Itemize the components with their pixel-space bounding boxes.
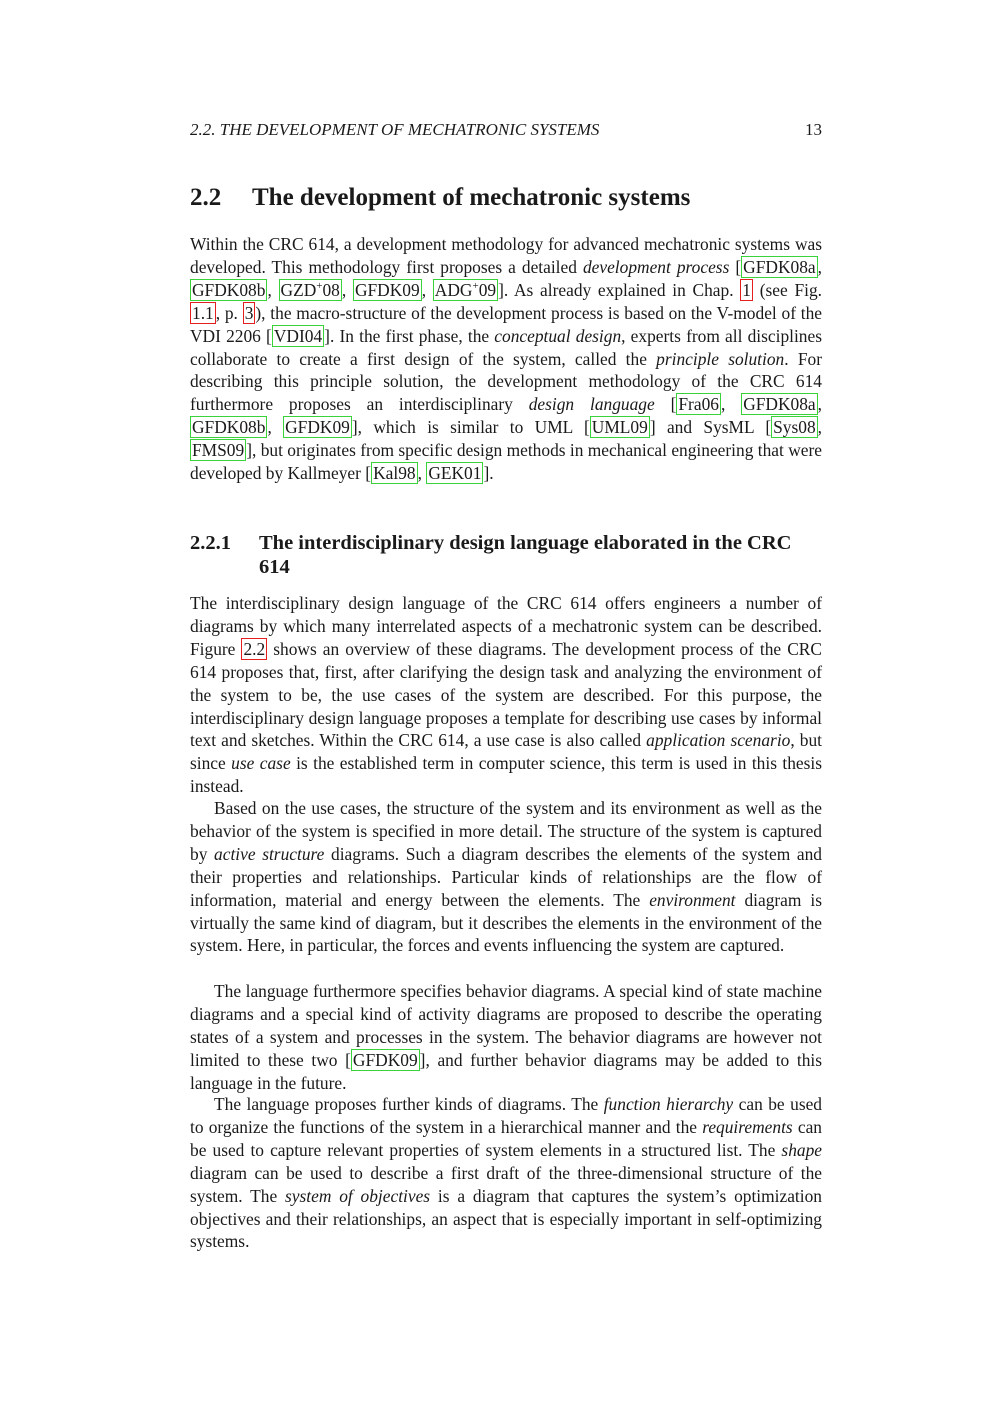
reference-link[interactable]: 3 bbox=[244, 302, 254, 323]
subsection-number: 2.2.1 bbox=[190, 532, 231, 554]
emphasis: conceptual design bbox=[494, 325, 622, 346]
text: is the established term in computer science, this term is used in this thesis instead. bbox=[190, 753, 822, 797]
emphasis: shape bbox=[781, 1139, 822, 1160]
emphasis: application scenario bbox=[646, 730, 791, 751]
text: , and further behavior diagrams may be added to this language in the future. bbox=[190, 1049, 822, 1093]
text: . In the first phase, the bbox=[329, 325, 495, 346]
citation-link[interactable]: GFDK09 bbox=[354, 279, 420, 300]
section-heading bbox=[190, 184, 830, 212]
emphasis: function hierarchy bbox=[603, 1094, 734, 1114]
text: diagram can be used to describe a first draft of the three-dimensional structure of the system. The bbox=[190, 1162, 822, 1206]
paragraph-intro: Within the CRC 614, a development methodology for advanced mechatronic systems was developed. This methodology first proposes a detailed development process [ GFDK08a , GFDK08b , GZD+08 , GFDK09 , ADG+09 ]. As already explained in Chap. 1 (see Fig. 1.1 , p. 3 ), the macro-structure of the development process is based on the V-model of the VDI 2206 [ VDI04 ]. In the first phase, the conceptual design, experts from all disciplines collaborate to create a first design of the system, called the principle solution. For describing this principle solution, the development methodology of the CRC 614 furthermore proposes an interdisciplinary design language [ Fra06 , GFDK08a , GFDK08b , GFDK09 ], which is similar to UML [ UML09 ] and SysML [ Sys08 , FMS09 ], but originates from specific design methods in mechanical engineering that were developed by Kallmeyer [ Kal98 , GEK01 ]. bbox=[190, 234, 823, 484]
section-title: The development of mechatronic systems bbox=[252, 184, 691, 211]
text: is a diagram that captures the system’s optimization objectives and their relationships, an aspect that is especially important in self-optimizing systems. bbox=[190, 1185, 822, 1252]
text: . bbox=[489, 463, 494, 484]
text: diagram is virtually the same kind of diagram, but it describes the elements in the environment of the system. Here, in particular, the forces and events influencing the system are captured. bbox=[190, 889, 822, 956]
text bbox=[655, 394, 671, 414]
text: , but originates from specific design methods in mechanical engineering that were developed by Kallmeyer bbox=[190, 440, 822, 484]
citation-link[interactable]: GZD+08 bbox=[280, 279, 340, 300]
text: can be used to organize the functions of the system in a hierarchical manner and the bbox=[190, 1094, 822, 1137]
text: shows an overview of these diagrams. The development process of the CRC 614 proposes that, first, after clarifying the design task and analyzing the environment of the system to be, the use cases of the system are described. For this purpose, the interdisciplinary design language proposes a template for describing use cases by informal text and sketches. Within the CRC 614, a use case is also called bbox=[190, 638, 822, 751]
citation-link[interactable]: UML09 bbox=[591, 417, 648, 438]
subsection-heading bbox=[190, 531, 822, 579]
text: The language proposes further kinds of diagrams. The bbox=[214, 1094, 604, 1114]
emphasis: active structure bbox=[214, 843, 325, 864]
citation-link[interactable]: VDI04 bbox=[273, 325, 323, 346]
text: , which is similar to UML bbox=[357, 417, 584, 438]
citation-link[interactable]: GFDK09 bbox=[285, 417, 350, 438]
citation-link[interactable]: GFDK08b bbox=[192, 279, 266, 300]
text bbox=[729, 257, 735, 277]
text: . As already explained in Chap. bbox=[503, 279, 741, 300]
citation-link[interactable]: ADG+09 bbox=[434, 279, 497, 300]
text: and SysML bbox=[655, 417, 766, 438]
text: Based on the use cases, the structure of the system and its environment as well as the behavior of the system is specified in more detail. The structure of the system is captured by bbox=[190, 798, 822, 864]
reference-link[interactable]: 1.1 bbox=[192, 302, 214, 323]
running-title: 2.2. THE DEVELOPMENT OF MECHATRONIC SYSTEMS bbox=[190, 120, 600, 139]
citation-link[interactable]: GEK01 bbox=[428, 463, 482, 484]
section-number: 2.2 bbox=[190, 184, 222, 211]
emphasis: environment bbox=[649, 889, 736, 910]
paragraph-further-diagrams bbox=[190, 1093, 822, 1253]
citation-link[interactable]: GFDK08a bbox=[743, 256, 816, 277]
citation-link[interactable]: Sys08 bbox=[773, 417, 816, 438]
citation-link[interactable]: Kal98 bbox=[373, 463, 416, 484]
citation-link[interactable]: FMS09 bbox=[192, 440, 245, 461]
citation-link[interactable]: Fra06 bbox=[678, 394, 719, 415]
text: , experts from all disciplines collaborate to create a first design of the system, called the bbox=[190, 325, 822, 369]
paragraph-behavior: The language furthermore specifies behavior diagrams. A special kind of state machine diagrams and a special kind of activity diagrams are proposed to describe the operating states of a system and processes in the system. The behavior diagrams are however not limited to these two [ GFDK09 ], and further behavior diagrams may be added to this language in the future. bbox=[190, 981, 822, 1093]
text: can be used to capture relevant properties of system elements in a structured list. The bbox=[190, 1116, 822, 1160]
text: The interdisciplinary design language of the CRC 614 offers engineers a number of diagrams by which many interrelated aspects of a mechatronic system can be described. Figure bbox=[190, 593, 822, 659]
paragraph-structure bbox=[190, 797, 822, 957]
emphasis: use case bbox=[231, 753, 291, 774]
page-number: 13 bbox=[805, 120, 822, 139]
text: The language furthermore specifies behavior diagrams. A special kind of state machine diagrams and a special kind of activity diagrams are proposed to describe the operating states of a system and processes in the system. The behavior diagrams are however not limited to these two bbox=[190, 981, 822, 1070]
emphasis: design language bbox=[528, 394, 655, 415]
emphasis: development process bbox=[582, 256, 730, 277]
emphasis: requirements bbox=[702, 1116, 793, 1137]
subsection-title: The interdisciplinary design language elaborated in the CRC 614 bbox=[259, 532, 792, 578]
text: Within the CRC 614, a development methodology for advanced mechatronic systems was developed. This methodology first proposes a detailed bbox=[190, 234, 822, 277]
text: . For describing this principle solution, the development methodology of the CRC 614 furthermore proposes an interdisciplinary bbox=[190, 348, 822, 415]
running-header bbox=[190, 120, 822, 140]
citation-link[interactable]: GFDK08a bbox=[743, 394, 816, 415]
emphasis: principle solution bbox=[656, 348, 785, 369]
text: diagrams. Such a diagram describes the elements of the system and their properties and relationships. Particular kinds of relationships are the flow of information, material and energy between the elements. The bbox=[190, 843, 823, 910]
emphasis: system of objectives bbox=[285, 1185, 431, 1206]
figure-reference-link[interactable]: 2.2 bbox=[243, 638, 266, 659]
text: (see Fig. bbox=[753, 279, 822, 300]
text: , but since bbox=[190, 730, 822, 774]
text: , p. bbox=[215, 302, 243, 323]
citation-link[interactable]: GFDK08b bbox=[192, 417, 266, 438]
text: ), the macro-structure of the development process is based on the V-model of the VDI 2206 bbox=[190, 302, 823, 346]
paragraph-design-language bbox=[190, 592, 822, 798]
citation-link[interactable]: GFDK09 bbox=[352, 1049, 418, 1070]
reference-link[interactable]: 1 bbox=[742, 279, 751, 300]
